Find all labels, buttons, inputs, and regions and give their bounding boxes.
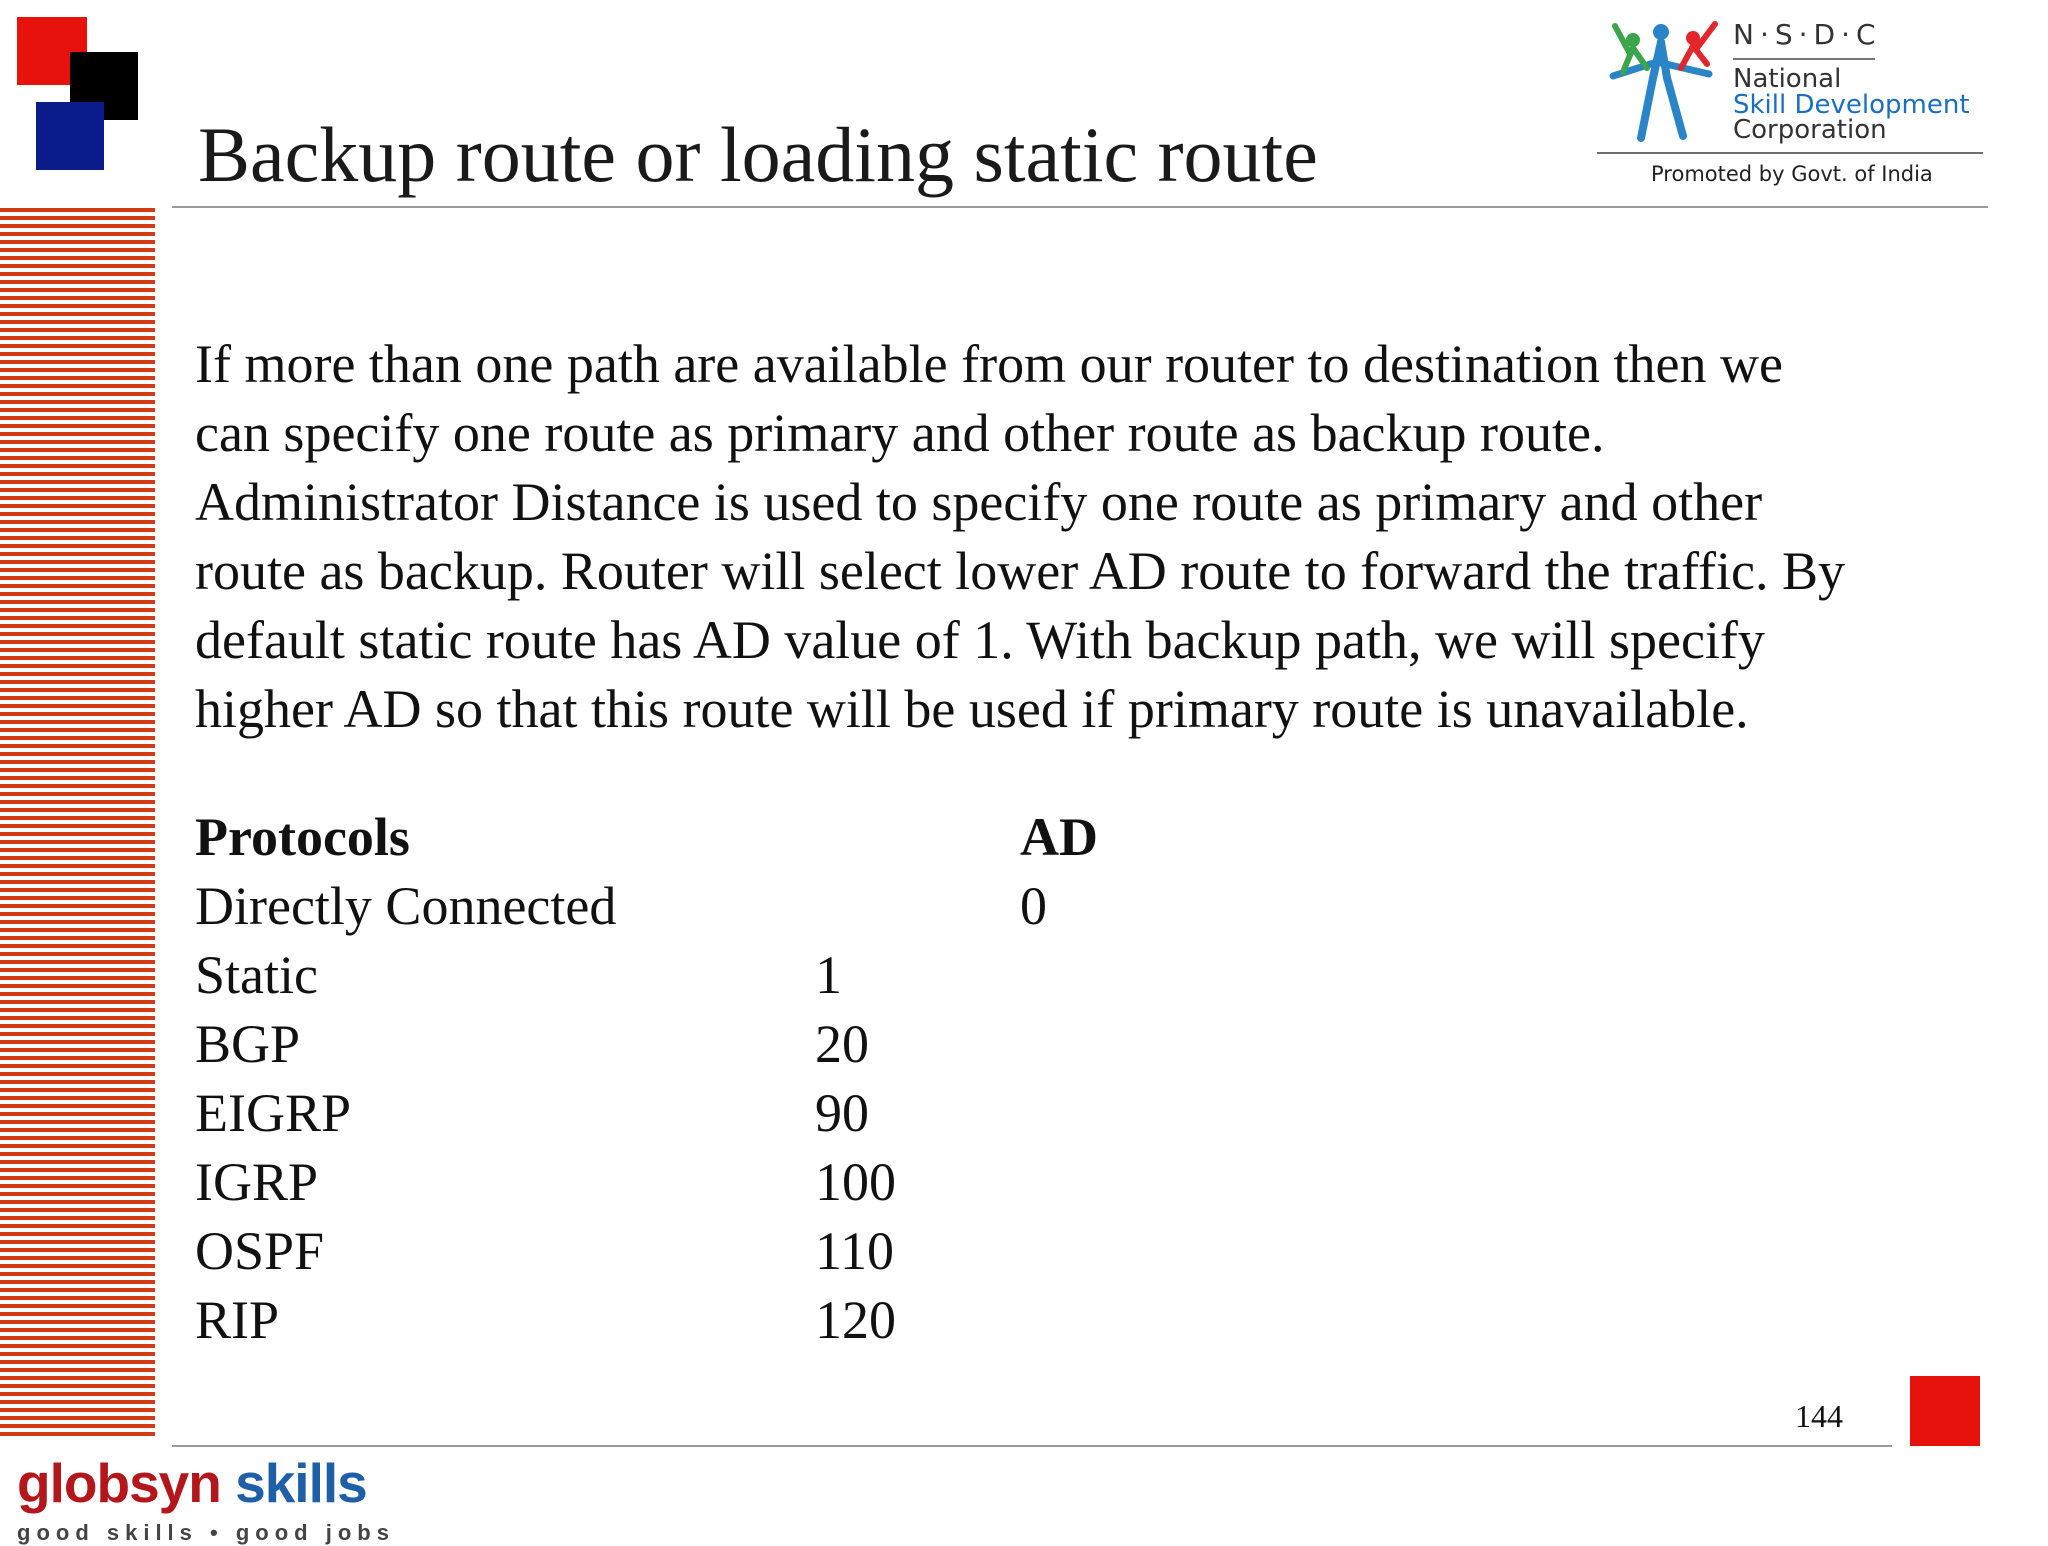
globsyn-tagline: good skills • good jobs [17,1520,395,1545]
protocol-name: RIP [195,1290,280,1350]
nsdc-figures-icon [1605,18,1725,146]
protocol-ad: 1 [815,945,842,1005]
nsdc-abbr-divider [1733,58,1875,60]
protocols-header: Protocols [195,807,410,867]
footer-divider [172,1445,1892,1447]
protocol-ad: 110 [815,1221,894,1281]
protocol-name: IGRP [195,1152,319,1212]
nsdc-line-skill-development: Skill Development [1733,90,1970,120]
globsyn-word: globsyn [17,1452,221,1514]
red-corner-square-decoration [1910,1376,1980,1446]
nsdc-promoted-by: Promoted by Govt. of India [1651,162,1933,186]
side-stripe-decoration [0,208,155,1438]
nsdc-line-corporation: Corporation [1733,115,1887,145]
protocol-name: BGP [195,1014,301,1074]
nsdc-line-national: National [1733,64,1842,94]
globsyn-name [17,1452,395,1514]
blue-square-decoration [36,102,104,170]
slide-title: Backup route or loading static route [198,111,1318,198]
page-number: 144 [1795,1398,1843,1434]
nsdc-abbreviation: N·S·D·C [1733,18,1882,51]
protocol-ad: 120 [815,1290,896,1350]
protocol-ad: 90 [815,1083,869,1143]
nsdc-divider [1597,152,1983,154]
globsyn-skills-logo [17,1452,395,1546]
protocol-name: EIGRP [195,1083,352,1143]
title-divider [172,206,1988,208]
body-paragraph: If more than one path are available from our router to destination then we can specify one route as primary and other route as backup route. Administrator Distance is used to specify one route as primary and other route as backup. Router will select lower AD route to forward the traffic. By default static route has AD value of 1. With backup path, we will specify higher AD so that this route will be used if primary route is unavailable. [195,334,1846,739]
protocol-name: OSPF [195,1221,325,1281]
nsdc-logo [1585,12,1995,192]
protocol-name: Static [195,945,318,1005]
ad-header: AD [1020,807,1098,867]
skills-word: skills [235,1452,367,1514]
protocol-ad: 0 [1020,876,1047,936]
protocol-name: Directly Connected [195,876,617,936]
protocol-ad: 20 [815,1014,869,1074]
protocol-ad: 100 [815,1152,896,1212]
